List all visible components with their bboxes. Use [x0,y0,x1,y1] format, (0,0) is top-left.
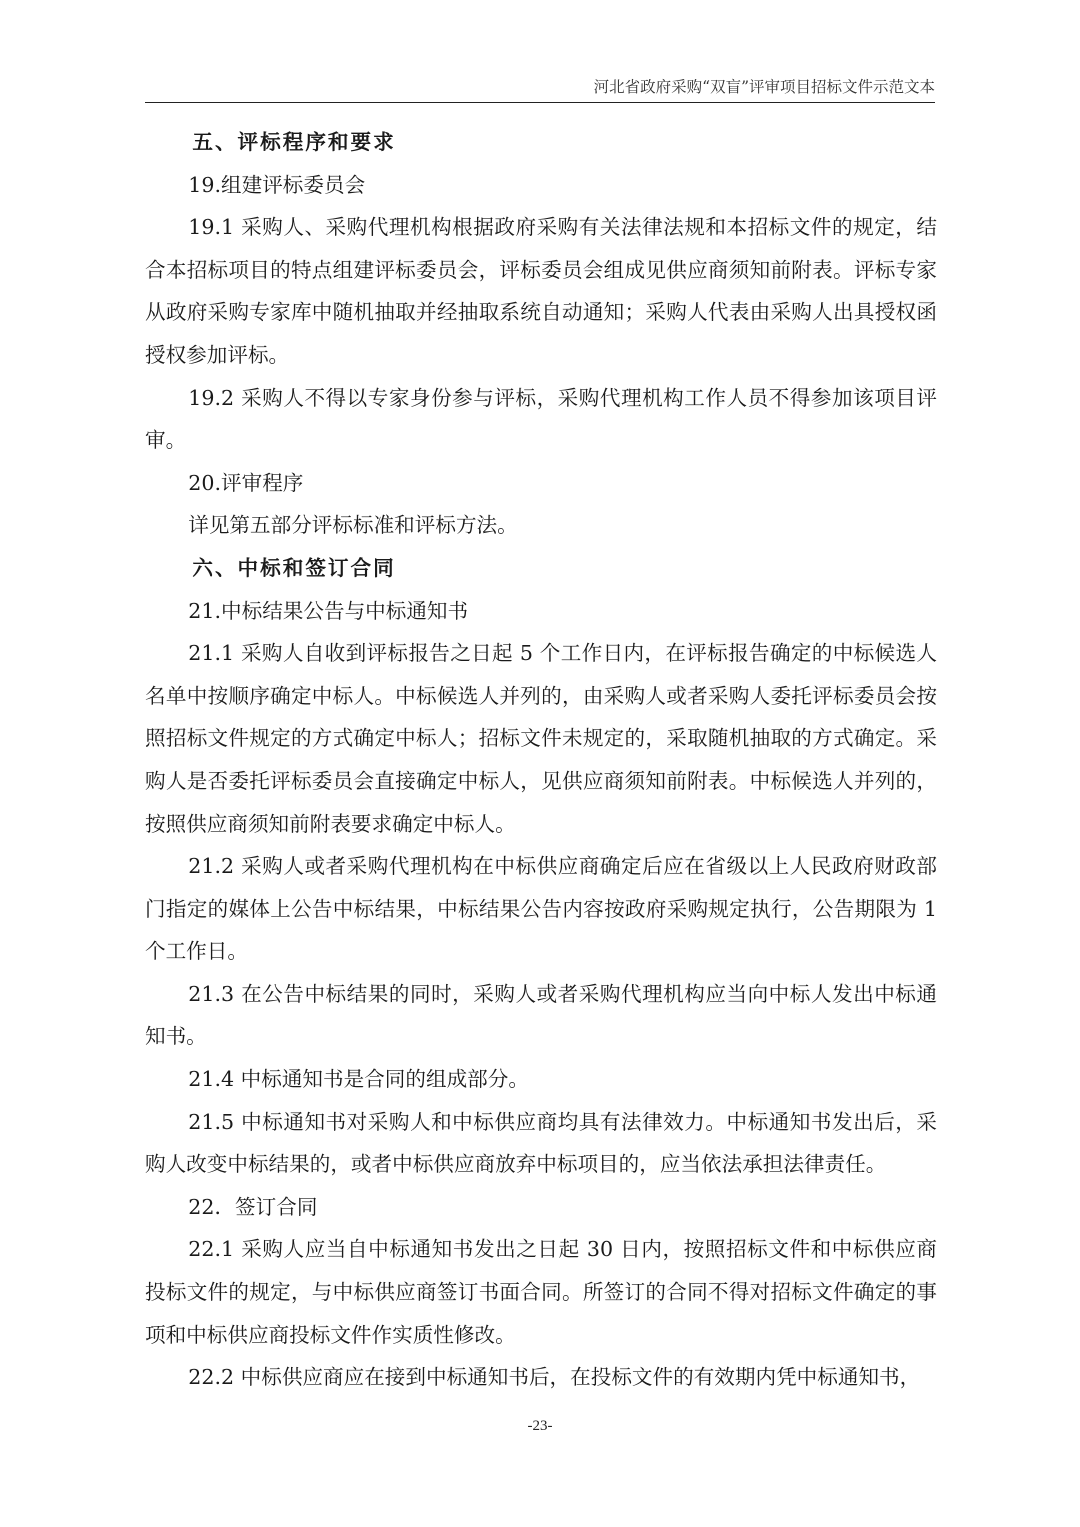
body-paragraph: 21.2 采购人或者采购代理机构在中标供应商确定后应在省级以上人民政府财政部门指定的媒体上公告中标结果，中标结果公告内容按政府采购规定执行，公告期限为 1 个工作日。 [145,854,937,964]
section-heading: 五、评标程序和要求 [192,130,396,154]
running-header [145,76,935,103]
subsection-heading: 22．签订合同 [188,1194,318,1219]
body-paragraph: 21.3 在公告中标结果的同时，采购人或者采购代理机构应当向中标人发出中标通知书。 [145,981,937,1049]
subsection-heading: 20.评审程序 [188,470,304,495]
subsection-heading: 19.组建评标委员会 [188,172,366,197]
subsection-heading: 21.中标结果公告与中标通知书 [188,598,469,623]
header-title: 河北省政府采购“双盲”评审项目招标文件示范文本 [593,78,935,96]
body-paragraph: 详见第五部分评标标准和评标方法。 [188,513,518,538]
document-body [145,121,937,1399]
body-paragraph: 19.1 采购人、采购代理机构根据政府采购有关法律法规和本招标文件的规定，结合本招标项目的特点组建评标委员会，评标委员会组成见供应商须知前附表。评标专家从政府采购专家库中随机抽取并经抽取系统自动通知；采购人代表由采购人出具授权函授权参加评标。 [145,215,937,367]
body-paragraph: 21.4 中标通知书是合同的组成部分。 [188,1067,529,1092]
body-paragraph: 21.5 中标通知书对采购人和中标供应商均具有法律效力。中标通知书发出后，采购人改变中标结果的，或者中标供应商放弃中标项目的，应当依法承担法律责任。 [145,1109,937,1177]
body-paragraph: 22.1 采购人应当自中标通知书发出之日起 30 日内，按照招标文件和中标供应商投标文件的规定，与中标供应商签订书面合同。所签订的合同不得对招标文件确定的事项和中标供应商投标文件作实质性修改。 [145,1237,937,1347]
body-paragraph: 19.2 采购人不得以专家身份参与评标，采购代理机构工作人员不得参加该项目评审。 [145,385,937,453]
body-paragraph: 22.2 中标供应商应在接到中标通知书后，在投标文件的有效期内凭中标通知书， [188,1365,921,1390]
section-heading: 六、中标和签订合同 [192,555,396,580]
body-paragraph: 21.1 采购人自收到评标报告之日起 5 个工作日内，在评标报告确定的中标候选人名单中按顺序确定中标人。中标候选人并列的，由采购人或者采购人委托评标委员会按照招标文件规定的方式确定中标人；招标文件未规定的，采取随机抽取的方式确定。采购人是否委托评标委员会直接确定中标人，见供应商须知前附表。中标候选人并列的，按照供应商须知前附表要求确定中标人。 [145,641,937,836]
page-number: -23- [527,1418,553,1434]
